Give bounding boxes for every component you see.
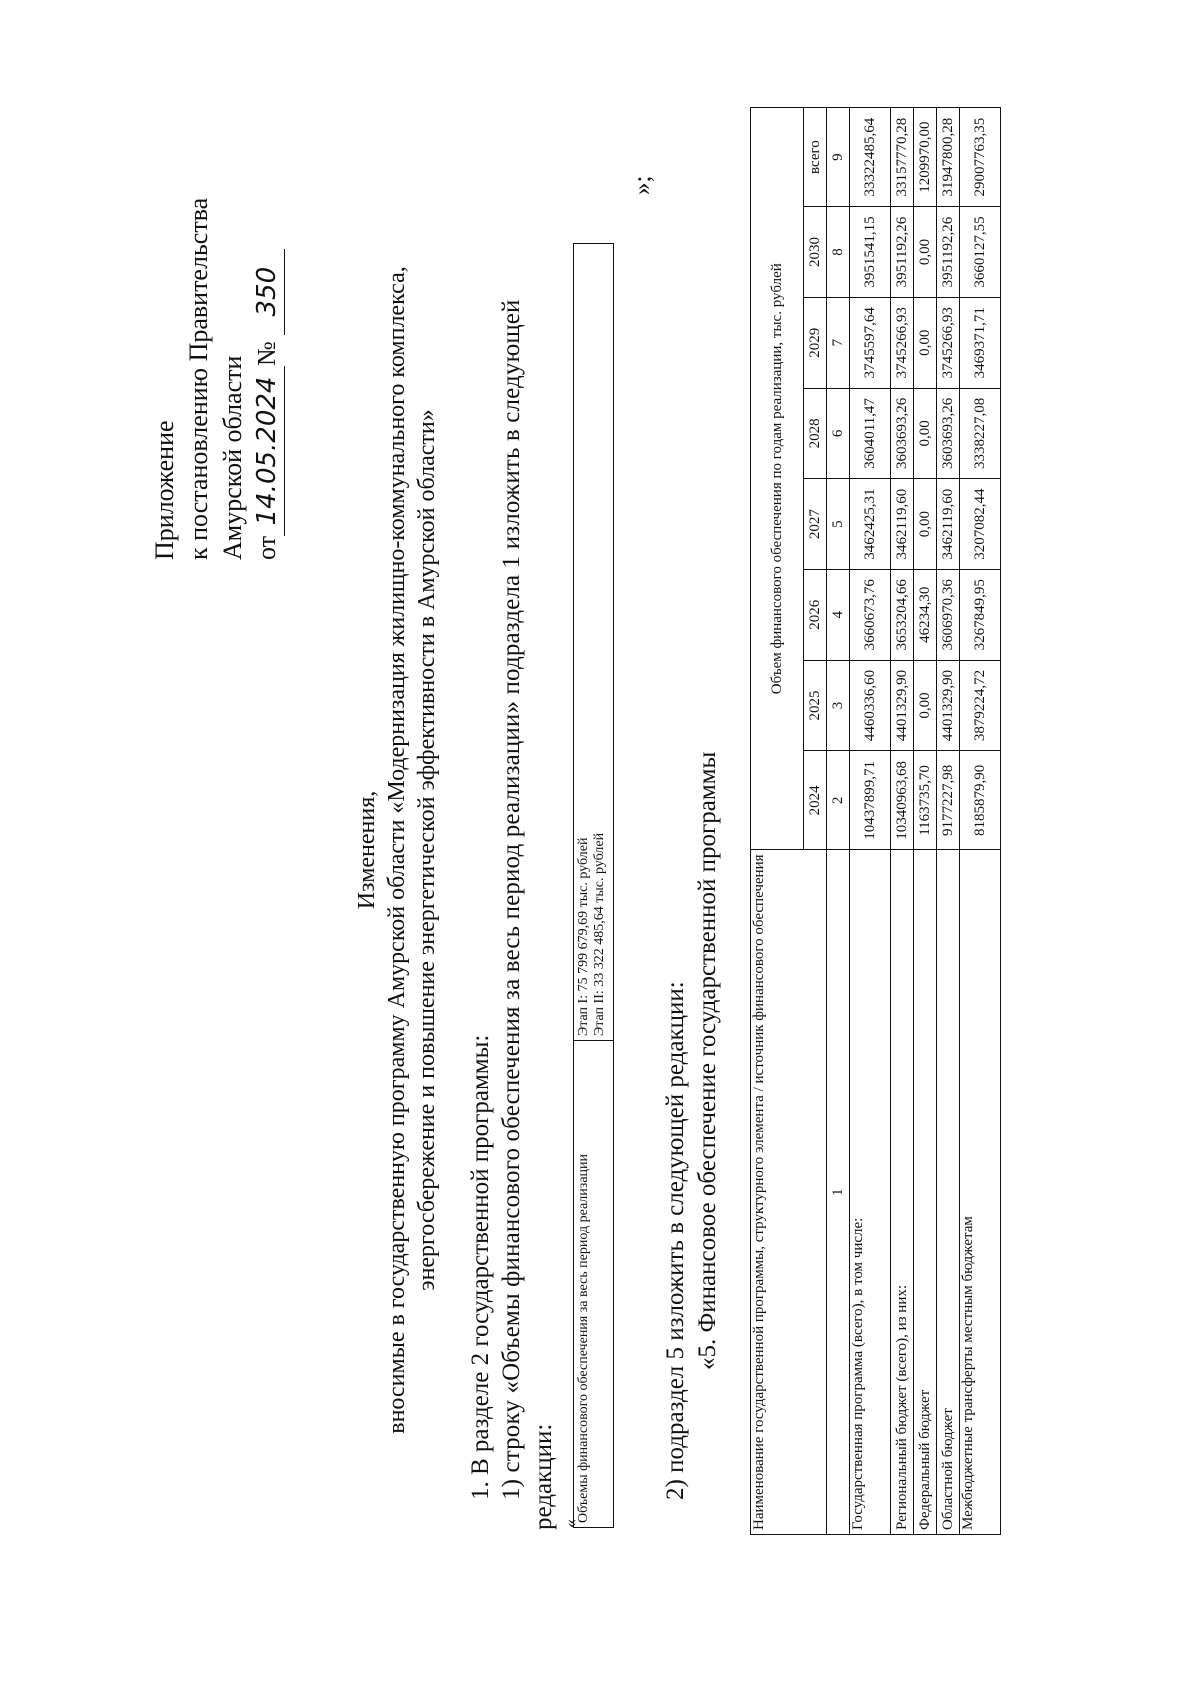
cell-total: 33157770,28 <box>891 108 914 207</box>
item-1-1-line1: 1) строку «Объемы финансового обеспечения за весь период реализации» подраздела 1 изложить в следующей <box>498 299 525 1500</box>
col-number-4: 4 <box>827 569 850 660</box>
close-quote: »; <box>629 175 656 195</box>
cell-2025: 0,00 <box>914 660 937 751</box>
stage-2-amount: Этап II: 33 322 485,64 тыс. рублей <box>592 832 607 1036</box>
year-2028: 2028 <box>804 388 827 479</box>
header-line-appendix: Приложение <box>150 420 179 560</box>
item-1-1-line2: редакции: <box>530 1423 557 1530</box>
finance-table <box>750 107 1001 1535</box>
cell-2024: 8185879,90 <box>960 751 1001 850</box>
cell-2026: 3267849,95 <box>960 569 1001 660</box>
year-2026: 2026 <box>804 569 827 660</box>
cell-total: 1209970,00 <box>914 108 937 207</box>
table-row <box>914 108 937 1535</box>
year-2029: 2029 <box>804 297 827 388</box>
table-row <box>960 108 1001 1535</box>
approval-header <box>148 40 285 560</box>
cell-2028: 3604011,47 <box>850 388 891 479</box>
header-name-cell: Наименование государственной программы, структурного элемента / источник финансового обеспечения <box>751 850 827 1535</box>
signed-number: 350 <box>250 249 285 335</box>
cell-total: 31947800,28 <box>937 108 960 207</box>
cell-2029: 3469371,71 <box>960 297 1001 388</box>
cell-2030: 3660127,55 <box>960 207 1001 298</box>
cell-2029: 3745266,93 <box>891 297 914 388</box>
cell-2026: 3653204,66 <box>891 569 914 660</box>
year-2030: 2030 <box>804 207 827 298</box>
header-line-resolution: к постановлению Правительства <box>184 197 213 560</box>
number-prefix: № <box>252 341 281 366</box>
cell-2027: 3462425,31 <box>850 479 891 570</box>
finance-header-row-1 <box>751 108 804 1535</box>
finance-column-numbers-row <box>827 108 850 1535</box>
cell-2030: 0,00 <box>914 207 937 298</box>
cell-2027: 0,00 <box>914 479 937 570</box>
cell-total: 29007763,35 <box>960 108 1001 207</box>
section-5-title: «5. Финансовое обеспечение государственной программы <box>694 751 721 1370</box>
funding-volume-row <box>574 244 614 1528</box>
cell-2030: 3951192,26 <box>891 207 914 298</box>
cell-2024: 10340963,68 <box>891 751 914 850</box>
col-number-1: 1 <box>827 850 850 1535</box>
cell-total: 33322485,64 <box>850 108 891 207</box>
table-row <box>891 108 914 1535</box>
date-prefix: от <box>252 535 281 560</box>
open-quote: « <box>560 1519 580 1528</box>
cell-2029: 3745266,93 <box>937 297 960 388</box>
cell-2026: 3660673,76 <box>850 569 891 660</box>
cell-2029: 3745597,64 <box>850 297 891 388</box>
cell-2028: 3338227,08 <box>960 388 1001 479</box>
cell-2030: 3951192,26 <box>937 207 960 298</box>
cell-2024: 10437899,71 <box>850 751 891 850</box>
table-row <box>850 108 891 1535</box>
cell-2025: 4401329,90 <box>891 660 914 751</box>
row-name: Региональный бюджет (всего), из них: <box>891 850 914 1535</box>
col-number-3: 3 <box>827 660 850 751</box>
header-line-region: Амурской области <box>218 355 247 560</box>
title-line-program-cont: энергосбережение и повышение энергетической эффективности в Амурской области» <box>414 409 440 1291</box>
stage-1-amount: Этап I: 75 799 679,69 тыс. рублей <box>576 837 591 1036</box>
col-number-2: 2 <box>827 751 850 850</box>
year-2027: 2027 <box>804 479 827 570</box>
table-row <box>937 108 960 1535</box>
cell-2028: 3603693,26 <box>937 388 960 479</box>
cell-2028: 3603693,26 <box>891 388 914 479</box>
year-2024: 2024 <box>804 751 827 850</box>
document-title <box>352 0 442 1700</box>
funding-volume-stages <box>574 244 614 1041</box>
year-total: всего <box>804 108 827 207</box>
col-number-5: 5 <box>827 479 850 570</box>
cell-2028: 0,00 <box>914 388 937 479</box>
signed-date: 14.05.2024 <box>250 366 285 536</box>
cell-2025: 3879224,72 <box>960 660 1001 751</box>
header-date-line <box>250 40 285 560</box>
title-line-changes: Изменения, <box>354 790 380 910</box>
col-number-9: 9 <box>827 108 850 207</box>
cell-2026: 46234,30 <box>914 569 937 660</box>
header-group-cell: Объем финансового обеспечения по годам реализации, тыс. рублей <box>751 108 804 850</box>
row-name: Областной бюджет <box>937 850 960 1535</box>
col-number-8: 8 <box>827 207 850 298</box>
cell-2030: 3951541,15 <box>850 207 891 298</box>
row-name: Государственная программа (всего), в том числе: <box>850 850 891 1535</box>
cell-2025: 4460336,60 <box>850 660 891 751</box>
cell-2024: 1163735,70 <box>914 751 937 850</box>
cell-2027: 3462119,60 <box>891 479 914 570</box>
title-line-program: вносимые в государственную программу Амурской области «Модернизация жилищно-коммунального комплекса, <box>384 266 410 1434</box>
item-2: 2) подраздел 5 изложить в следующей редакции: <box>662 981 689 1500</box>
col-number-7: 7 <box>827 297 850 388</box>
cell-2029: 0,00 <box>914 297 937 388</box>
cell-2026: 3606970,36 <box>937 569 960 660</box>
cell-2024: 9177227,98 <box>937 751 960 850</box>
item-1: 1. В разделе 2 государственной программы: <box>467 1034 494 1500</box>
cell-2027: 3207082,44 <box>960 479 1001 570</box>
cell-2027: 3462119,60 <box>937 479 960 570</box>
funding-volume-table <box>573 243 614 1528</box>
row-name: Федеральный бюджет <box>914 850 937 1535</box>
year-2025: 2025 <box>804 660 827 751</box>
cell-2025: 4401329,90 <box>937 660 960 751</box>
col-number-6: 6 <box>827 388 850 479</box>
funding-volume-label: Объемы финансового обеспечения за весь период реализации <box>574 1041 614 1528</box>
row-name: Межбюджетные трансферты местным бюджетам <box>960 850 1001 1535</box>
